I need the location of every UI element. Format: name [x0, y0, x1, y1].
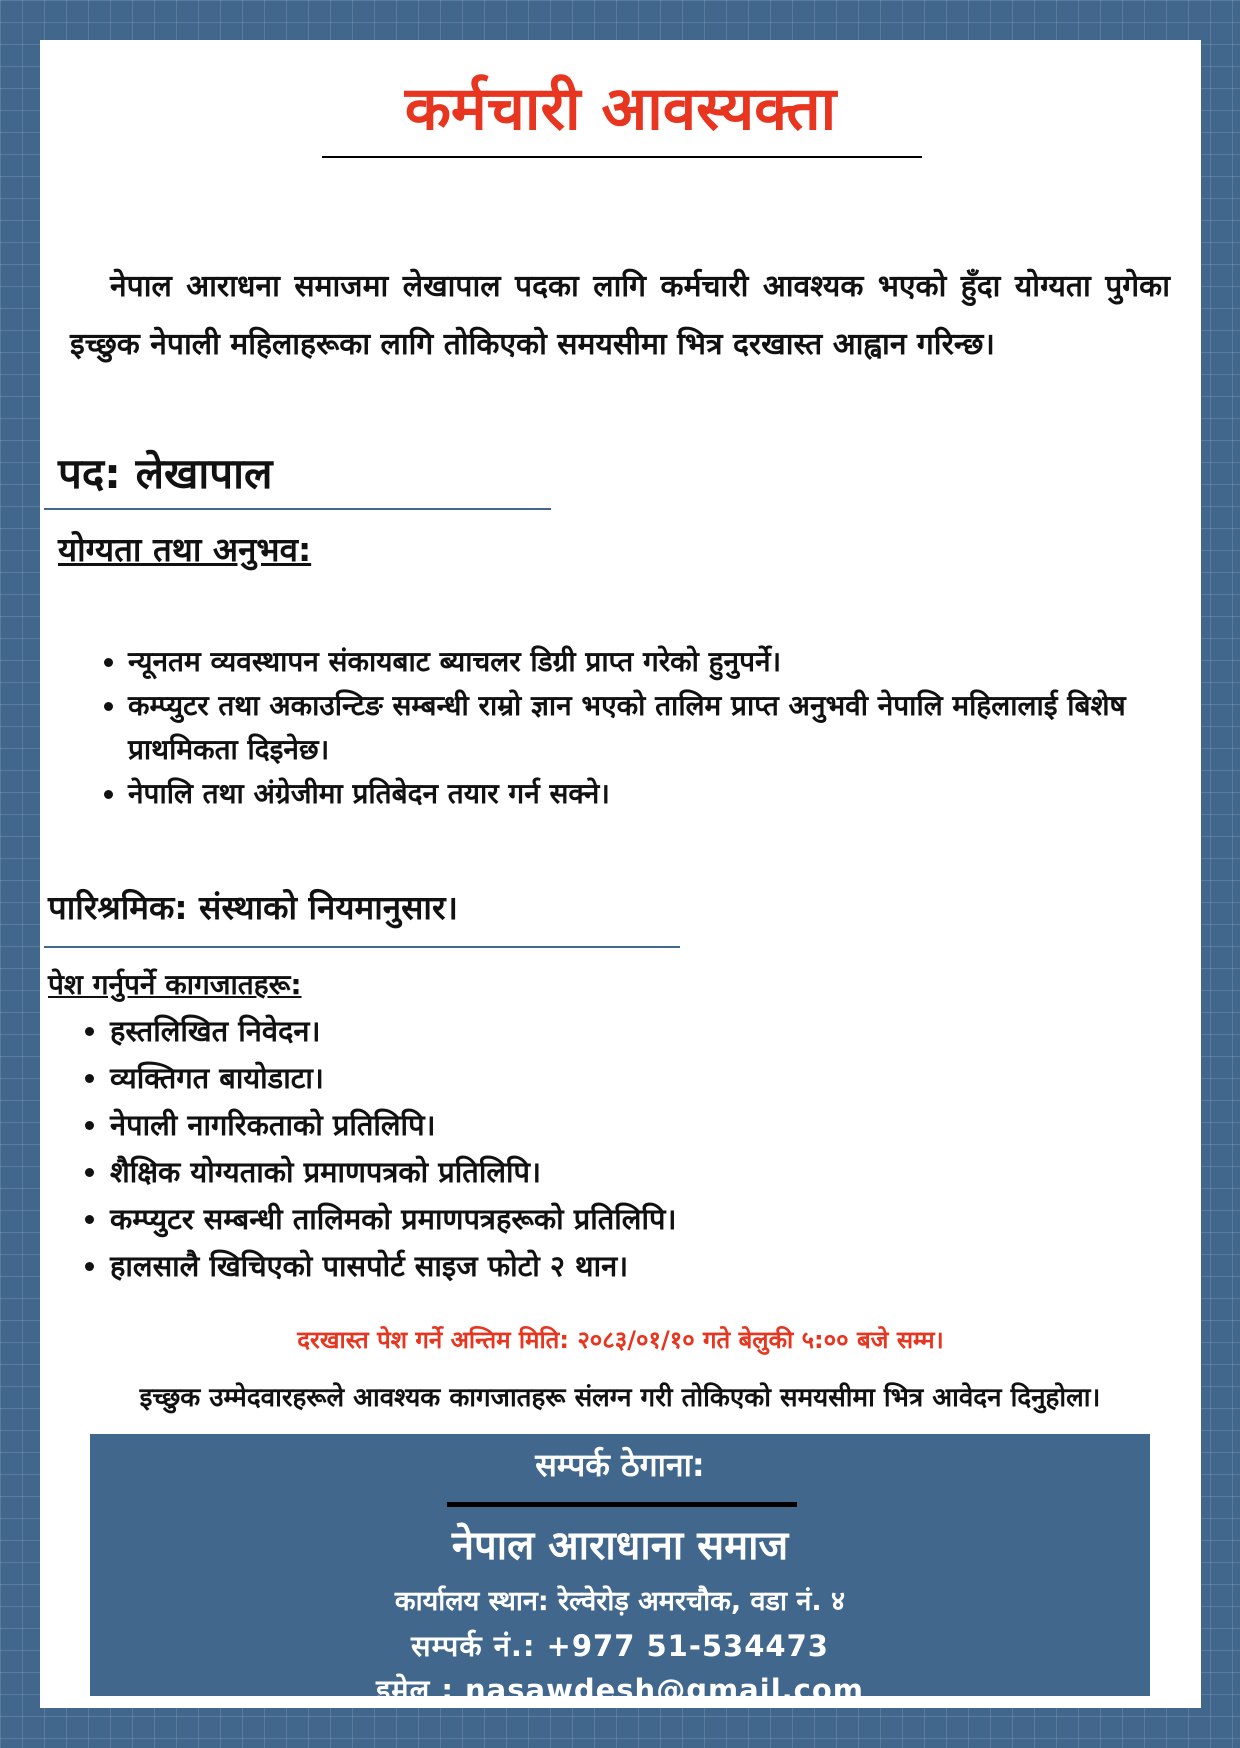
- contact-email: इमेल : nasawdesh@gmail.com: [376, 1673, 864, 1707]
- remuneration-divider: [44, 946, 680, 948]
- qualification-list: [80, 640, 1218, 816]
- remuneration: पारिश्रमिक: संस्थाको नियमानुसार।: [48, 888, 458, 927]
- notice-title: कर्मचारी आवस्यक्ता: [404, 74, 837, 144]
- contact-heading: सम्पर्क ठेगाना:: [535, 1446, 705, 1484]
- deadline-notice: दरखास्त पेश गर्ने अन्तिम मिति: २०८३/०१/१० गते बेलुकी ५:०० बजे सम्म।: [297, 1326, 944, 1354]
- contact-box: [90, 1434, 1150, 1707]
- notice-paper: [40, 40, 1201, 1708]
- contact-heading-underline: [447, 1502, 797, 1507]
- qualification-item: • न्यूनतम व्यवस्थापन संकायबाट ब्याचलर डिग्री प्राप्त गरेको हुनुपर्ने।: [128, 640, 1218, 684]
- title-underline: [322, 156, 922, 158]
- post-divider: [44, 508, 551, 510]
- documents-list: [68, 1008, 676, 1290]
- office-location: कार्यालय स्थान: रेल्वेरोड़ अमरचौक, वडा नं. ४: [394, 1586, 846, 1617]
- intro-paragraph: नेपाल आराधना समाजमा लेखापाल पदका लागि कर्मचारी आवश्यक भएको हुँदा योग्यता पुगेका इच्छुक नेपाली महिलाहरूका लागि तोकिएको समयसीमा भित्र दरखास्त आह्वान गरिन्छ।: [70, 269, 1170, 362]
- qualification-item: • कम्प्युटर तथा अकाउन्टिङ सम्बन्धी राम्रो ज्ञान भएको तालिम प्राप्त अनुभवी नेपालि महिलालाई बिशेष प्राथमिकता दिइनेछ।: [128, 684, 1218, 772]
- document-item: • नेपाली नागरिकताको प्रतिलिपि।: [110, 1102, 676, 1149]
- document-item: • शैक्षिक योग्यताको प्रमाणपत्रको प्रतिलिपि।: [110, 1149, 676, 1196]
- closing-note: इच्छुक उम्मेदवारहरूले आवश्यक कागजातहरू संलग्न गरी तोकिएको समयसीमा भित्र आवेदन दिनुहोला।: [139, 1383, 1101, 1413]
- contact-phone: सम्पर्क नं.: +977 51-534473: [411, 1629, 829, 1663]
- document-item: • हस्तलिखित निवेदन।: [110, 1008, 676, 1055]
- qualification-heading: योग्यता तथा अनुभव:: [58, 530, 312, 569]
- document-item: • हालसालै खिचिएको पासपोर्ट साइज फोटो २ थान।: [110, 1243, 676, 1290]
- document-item: • व्यक्तिगत बायोडाटा।: [110, 1055, 676, 1102]
- document-item: • कम्प्युटर सम्बन्धी तालिमको प्रमाणपत्रहरूको प्रतिलिपि।: [110, 1196, 676, 1243]
- post-title: पद: लेखापाल: [58, 449, 273, 498]
- documents-heading: पेश गर्नुपर्ने कागजातहरू:: [48, 968, 302, 1001]
- qualification-item: • नेपालि तथा अंग्रेजीमा प्रतिबेदन तयार गर्न सक्ने।: [128, 772, 1218, 816]
- organization-name: नेपाल आराधाना समाज: [451, 1523, 789, 1569]
